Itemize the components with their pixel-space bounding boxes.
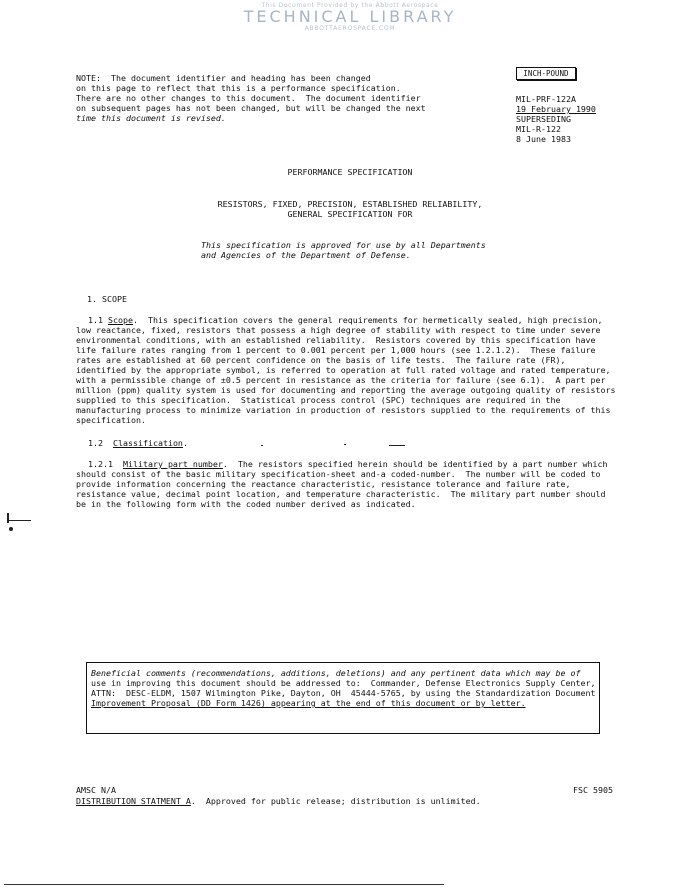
scan-speck <box>261 445 263 446</box>
paragraph-1-1-title: Scope <box>108 315 133 325</box>
scan-artifact-mark <box>7 513 9 523</box>
note-line-4: on subsequent pages has not been changed, but will be changed the next <box>76 103 426 113</box>
comments-line-3: ATTN: DESC-ELDM, 1507 Wilmington Pike, Dayton, OH 45444-5765, by using the Standardization Document <box>91 688 596 698</box>
paragraph-1-2-heading <box>88 438 188 448</box>
paragraph-1-1-line-3: environmental conditions, with an established reliability. Resistors covered by this specification have <box>76 335 596 345</box>
paragraph-1-2-1-line-4: resistance value, decimal point location, and temperature characteristic. The military part number should <box>76 489 606 499</box>
paragraph-1-1-line-1: . This specification covers the general requirements for hermetically sealed, high precision, <box>132 315 603 325</box>
scan-artifact-dot <box>9 527 13 531</box>
paragraph-1-2-1-line-5: be in the following form with the coded number derived as indicated. <box>76 499 416 509</box>
approval-line-1: This specification is approved for use by all Departments <box>201 240 486 250</box>
note-line-3: There are no other changes to this document. The document identifier <box>76 93 421 103</box>
paragraph-1-1-line-8: million (ppm) quality system is used for documenting and reporting the average outgoing quality of resistors <box>76 385 616 395</box>
paragraph-1-1-line-7: with a permissible change of ±0.5 percent in resistance as the criteria for failure (see 6.1). A part per <box>76 375 606 385</box>
paragraph-1-1-line-2: low reactance, fixed, resistors that possess a high degree of stability with respect to time under severe <box>76 325 601 335</box>
note-line-1: NOTE: The document identifier and heading has been changed <box>76 73 371 83</box>
doc-date: 19 February 1990 <box>516 104 596 114</box>
paragraph-1-2-number: 1.2 <box>88 438 103 448</box>
note-line-2: on this page to reflect that this is a performance specification. <box>76 83 401 93</box>
scan-speck <box>344 444 346 445</box>
inch-pound-badge: INCH-POUND <box>516 67 576 80</box>
approval-line-2: and Agencies of the Department of Defense. <box>201 250 411 260</box>
paragraph-1-1-line-9: supplied to this specification. Statistical process control (SPC) techniques are required in the <box>76 395 561 405</box>
paragraph-1-2-1-line-2: should consist of the basic military specification-sheet and-a coded-number. The number will be coded to <box>76 469 601 479</box>
watermark-top-line: This Document Provided by the Abbott Aerospace <box>261 2 439 9</box>
paragraph-1-2-1-line-3: provide information concerning the reactance characteristic, resistance tolerance and failure rate, <box>76 479 571 489</box>
comments-line-1: Beneficial comments (recommendations, additions, deletions) and any pertinent data which may be of <box>91 668 581 678</box>
paragraph-1-1-first-line <box>88 315 603 325</box>
comments-line-2: use in improving this document should be addressed to: Commander, Defense Electronics Supply Center, <box>91 678 596 688</box>
amsc-label: AMSC N/A <box>76 785 116 795</box>
distribution-statement <box>76 796 481 806</box>
superseded-identifier: MIL-R-122 <box>516 124 561 134</box>
watermark-title: TECHNICAL LIBRARY <box>243 7 457 26</box>
doc-identifier: MIL-PRF-122A <box>516 94 576 104</box>
distribution-text: . Approved for public release; distribution is unlimited. <box>190 796 481 806</box>
paragraph-1-1-line-4: life failure rates ranging from 1 percent to 0.001 percent per 1,000 hours (see 1.2.1.2). These failure <box>76 345 596 355</box>
distribution-label: DISTRIBUTION STATMENT A <box>76 796 191 806</box>
superseding-label: SUPERSEDING <box>516 114 571 124</box>
scan-artifact-dash <box>9 520 31 521</box>
superseded-date: 8 June 1983 <box>516 134 571 144</box>
watermark-url: ABBOTTAEROSPACE.COM <box>304 25 396 32</box>
scan-speck <box>389 445 405 446</box>
paragraph-1-2-1-title: Military part number <box>122 459 223 469</box>
section-scope-heading: 1. SCOPE <box>87 294 127 304</box>
paragraph-1-2-title: Classification <box>113 438 183 448</box>
paragraph-1-2-1-first-line <box>88 459 608 469</box>
page-bottom-rule <box>4 884 444 885</box>
spec-title-line-2: GENERAL SPECIFICATION FOR <box>287 209 413 219</box>
paragraph-1-1-line-11: specification. <box>76 415 146 425</box>
comments-box <box>86 662 600 734</box>
note-line-5: time this document is revised. <box>76 113 226 123</box>
spec-title-line-1: RESISTORS, FIXED, PRECISION, ESTABLISHED RELIABILITY, <box>217 199 483 209</box>
fsc-label: FSC 5905 <box>573 785 613 795</box>
paragraph-1-1-line-5: rates are established at 60 percent confidence on the basis of life tests. The failure rate (FR), <box>76 355 566 365</box>
comments-line-4: Improvement Proposal (DD Form 1426) appearing at the end of this document or by letter. <box>91 698 526 708</box>
paragraph-1-2-1-number: 1.2.1 <box>88 459 113 469</box>
paragraph-1-1-line-6: identified by the appropriate symbol, is referred to operation at full rated voltage and rated temperature, <box>76 365 611 375</box>
paragraph-1-2-1-line-1: . The resistors specified herein should be identified by a part number which <box>222 459 608 469</box>
paragraph-1-2-period: . <box>182 438 188 448</box>
spec-type-heading: PERFORMANCE SPECIFICATION <box>287 167 413 177</box>
paragraph-1-1-line-10: manufacturing process to minimize variation in production of resistors supplied to the requirements of this <box>76 405 611 415</box>
paragraph-1-1-number: 1.1 <box>88 315 103 325</box>
